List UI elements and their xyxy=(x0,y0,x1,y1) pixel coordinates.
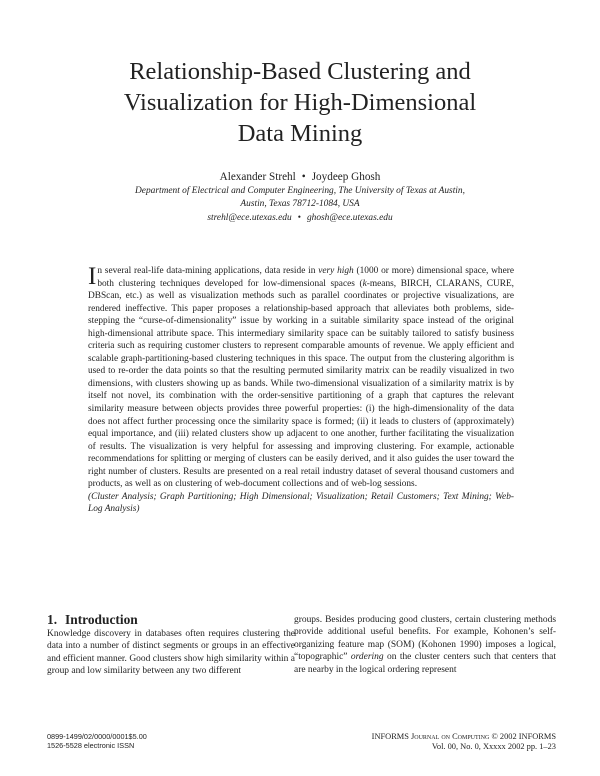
section-heading xyxy=(47,612,295,628)
affiliation xyxy=(40,185,560,225)
title-line-1: Relationship-Based Clustering and xyxy=(129,58,471,85)
affiliation-line-2: Austin, Texas 78712-1084, USA xyxy=(240,199,360,210)
footer-issn-2: 1526-5528 electronic ISSN xyxy=(47,741,135,751)
email-2: ghosh@ece.utexas.edu xyxy=(306,212,393,223)
author-1: Alexander Strehl xyxy=(219,171,296,183)
section-title: Introduction xyxy=(65,612,138,627)
footer-issn-1: 0899-1499/02/0000/0001$5.00 xyxy=(47,732,147,741)
intro-right-text-2: on the cluster centers such that centers that are nearby in the logical ordering represent xyxy=(294,652,556,675)
intro-right-column xyxy=(294,614,556,676)
abstract-keywords: (Cluster Analysis; Graph Partitioning; High Dimensional; Visualization; Retail Customers; Text Mining; Web-Log Analysis) xyxy=(88,491,514,515)
footer-issn xyxy=(47,732,147,751)
section-number: 1. xyxy=(47,612,58,627)
abstract-text-1: n several real-life data-mining applications, data reside in xyxy=(97,266,319,276)
footer-journal xyxy=(372,732,556,752)
intro-left-column xyxy=(47,612,295,678)
emails xyxy=(40,212,560,225)
email-separator: • xyxy=(297,212,301,223)
author-2: Joydeep Ghosh xyxy=(311,171,381,183)
footer-journal-name: INFORMS Journal on Computing xyxy=(371,732,490,741)
abstract-text-2: (1000 or more) dimensional space, where both clustering techniques developed for low-dimensional spaces ( xyxy=(97,266,515,289)
title-line-2: Visualization for High-Dimensional xyxy=(123,89,477,116)
email-1: strehl@ece.utexas.edu xyxy=(207,212,292,223)
abstract-dropcap: I xyxy=(88,263,97,290)
abstract-text-3: -means, BIRCH, CLARANS, CURE, DBScan, etc.) as well as visualization methods such as parallel coordinates or projective visualizations, are rendered ineffective. This paper proposes a relationship-based approach that alleviates both problems, side-stepping the “curse-of-dimensionality” issue by working in a suitable similarity space instead of the original high-dimensional attribute space. This intermediary similarity space can be suitably tailored to satisfy business criteria such as requiring customer clusters to represent comparable amounts of revenue. We apply efficient and scalable graph-partitioning-based clustering techniques in this space. The output from the clustering algorithm is used to re-order the data points so that the resulting permuted similarity matrix can be readily visualized in two dimensions, with clusters showing up as bands. While two-dimensional visualization of a similarity matrix is by itself not novel, its combination with the order-sensitive partitioning of a graph that captures the relevant similarity measure between objects provides three powerful properties: (i) the high-dimensionality of the data does not affect further processing once the similarity space is formed; (ii) it leads to clusters of (approximately) equal importance, and (iii) related clusters show up adjacent to one another, further facilitating the visualization of results. The visualization is very helpful for assessing and improving clustering. For example, actionable recommendations for splitting or merging of clusters can be easily derived, and it also guides the user toward the right number of clusters. Results are presented on a real retail industry dataset of several thousand customers and products, as well as on clustering of web-document collections and of web-log sessions. xyxy=(88,278,515,490)
author-separator: • xyxy=(301,171,306,183)
abstract xyxy=(88,265,514,516)
footer-volume: Vol. 00, No. 0, Xxxxx 2002 pp. 1–23 xyxy=(431,742,556,751)
footer-copyright: © 2002 INFORMS xyxy=(491,732,556,741)
affiliation-line-1: Department of Electrical and Computer Engineering, The University of Texas at Austin, xyxy=(135,186,465,196)
abstract-emphasis-1: very high xyxy=(318,266,354,276)
abstract-emphasis-2: k xyxy=(362,278,367,289)
intro-right-text-1: groups. Besides producing good clusters, certain clustering methods provide additional useful benefits. For example, Kohonen’s self-organizing feature map (SOM) (Kohonen 1990) imposes a logical, “topographic” xyxy=(294,615,556,663)
paper-title xyxy=(40,56,560,149)
title-line-3: Data Mining xyxy=(237,120,363,147)
intro-right-emphasis: ordering xyxy=(350,652,384,663)
authors xyxy=(40,170,560,184)
intro-left-text: Knowledge discovery in databases often requires clustering the data into a number of distinct segments or groups in an effective and efficient manner. Good clusters show high similarity within a group and low similarity between any two different xyxy=(47,629,295,677)
